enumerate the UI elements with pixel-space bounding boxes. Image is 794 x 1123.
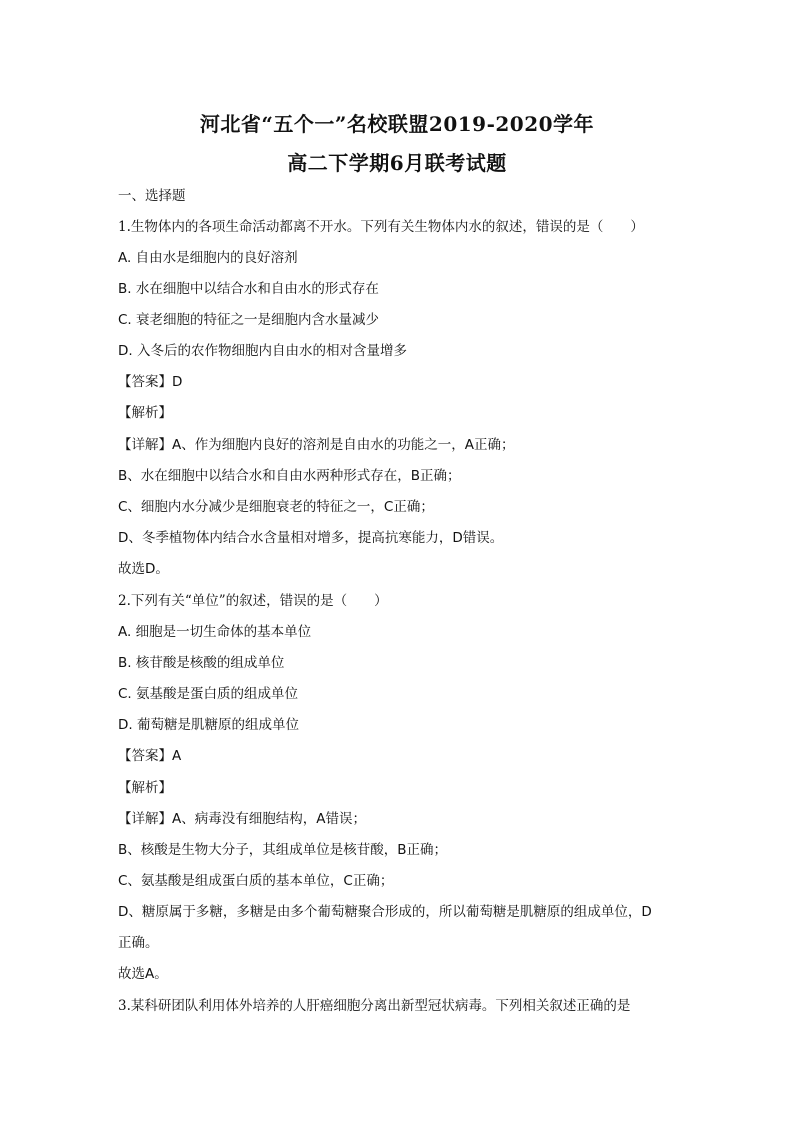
- question-1-conclusion: 故选D。: [118, 561, 169, 577]
- question-2-answer: 【答案】A: [118, 748, 182, 764]
- question-2-detail-2: B、核酸是生物大分子，其组成单位是核苷酸，B正确；: [118, 842, 448, 858]
- question-2-detail-4: D、糖原属于多糖，多糖是由多个葡萄糖聚合形成的，所以葡萄糖是肌糖原的组成单位，D: [118, 904, 652, 920]
- question-2-detail-3: C、氨基酸是组成蛋白质的基本单位，C正确；: [118, 873, 394, 889]
- question-2-detail-1: 【详解】A、病毒没有细胞结构，A错误；: [118, 811, 366, 827]
- question-1-answer: 【答案】D: [118, 374, 183, 390]
- question-1-detail-4: D、冬季植物体内结合水含量相对增多，提高抗寒能力，D错误。: [118, 530, 504, 546]
- question-2-detail-5: 正确。: [118, 935, 159, 951]
- question-1-option-a: A. 自由水是细胞内的良好溶剂: [118, 250, 298, 266]
- question-1-detail-3: C、细胞内水分减少是细胞衰老的特征之一，C正确；: [118, 499, 434, 515]
- question-2-option-c: C. 氨基酸是蛋白质的组成单位: [118, 686, 299, 702]
- question-2-option-a: A. 细胞是一切生命体的基本单位: [118, 624, 312, 640]
- section-heading: 一、选择题: [118, 188, 186, 204]
- question-2-analysis-label: 【解析】: [118, 780, 172, 796]
- question-3-stem: 3.某科研团队利用体外培养的人肝癌细胞分离出新型冠状病毒。下列相关叙述正确的是: [118, 998, 631, 1014]
- question-1-detail-1: 【详解】A、作为细胞内良好的溶剂是自由水的功能之一，A正确；: [118, 437, 515, 453]
- question-1-analysis-label: 【解析】: [118, 405, 172, 421]
- question-2-stem: 2.下列有关“单位”的叙述，错误的是（ ）: [118, 593, 388, 609]
- document-title-line-2: 高二下学期6月联考试题: [287, 151, 507, 175]
- question-1-option-d: D. 入冬后的农作物细胞内自由水的相对含量增多: [118, 343, 407, 359]
- question-1-option-c: C. 衰老细胞的特征之一是细胞内含水量减少: [118, 312, 380, 328]
- question-1-stem: 1.生物体内的各项生命活动都离不开水。下列有关生物体内水的叙述，错误的是（ ）: [118, 219, 644, 235]
- question-2-option-b: B. 核苷酸是核酸的组成单位: [118, 655, 285, 671]
- question-2-conclusion: 故选A。: [118, 966, 168, 982]
- question-1-option-b: B. 水在细胞中以结合水和自由水的形式存在: [118, 281, 379, 297]
- question-2-option-d: D. 葡萄糖是肌糖原的组成单位: [118, 717, 299, 733]
- question-1-detail-2: B、水在细胞中以结合水和自由水两种形式存在，B正确；: [118, 468, 461, 484]
- document-title-line-1: 河北省“五个一”名校联盟2019-2020学年: [199, 112, 595, 136]
